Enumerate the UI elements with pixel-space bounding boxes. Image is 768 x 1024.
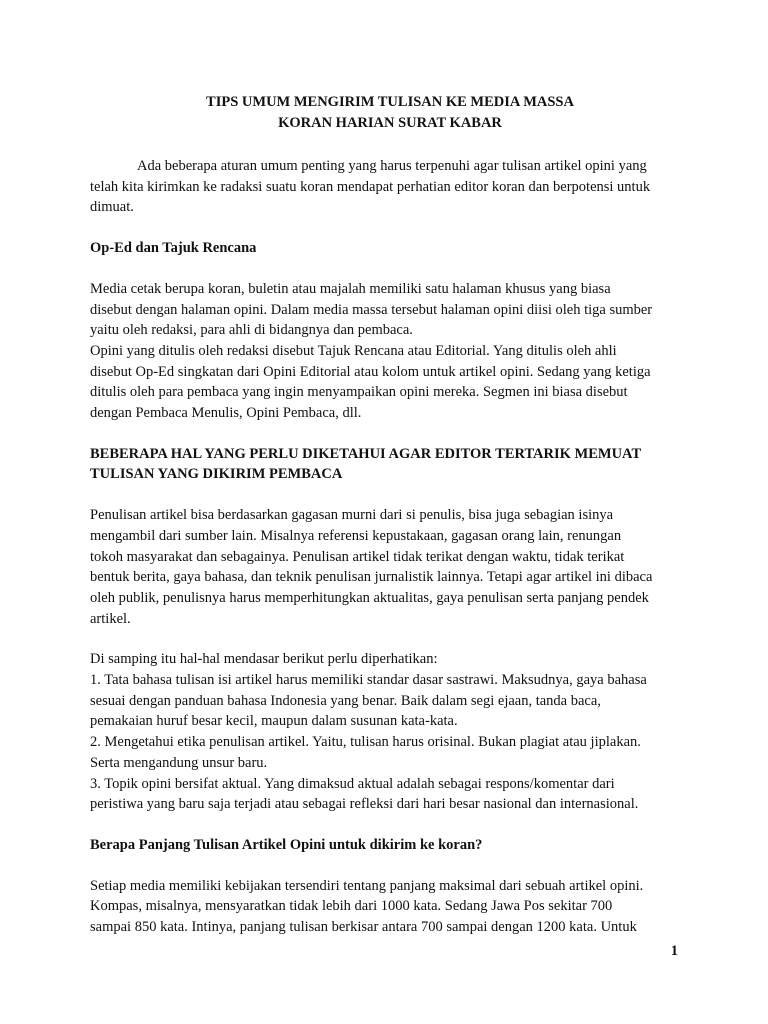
text-line: Serta mengandung unsur baru. bbox=[90, 754, 268, 771]
text-line: mengambil dari sumber lain. Misalnya referensi kepustakaan, gagasan orang lain, renungan bbox=[90, 527, 622, 544]
heading-line: Berapa Panjang Tulisan Artikel Opini untuk dikirim ke koran? bbox=[90, 836, 483, 853]
text-line: oleh publik, penulisnya harus memperhitungkan aktualitas, gaya penulisan serta panjang pendek bbox=[90, 589, 649, 606]
list-item: 3. Topik opini bersifat aktual. Yang dimaksud aktual adalah sebagai respons/komentar dari bbox=[90, 775, 615, 792]
intro-paragraph bbox=[90, 156, 690, 218]
section-article-length-paragraph bbox=[90, 876, 690, 938]
text-line: tokoh masyarakat dan sebagainya. Penulisan artikel tidak terikat dengan waktu, tidak terikat bbox=[90, 548, 625, 565]
text-line: Media cetak berupa koran, buletin atau majalah memiliki satu halaman khusus yang biasa bbox=[90, 280, 611, 297]
text-line: Opini yang ditulis oleh redaksi disebut Tajuk Rencana atau Editorial. Yang ditulis oleh ahli bbox=[90, 342, 617, 359]
intro-line-1: Ada beberapa aturan umum penting yang harus terpenuhi agar tulisan artikel opini yang bbox=[137, 158, 647, 174]
text-line: sampai 850 kata. Intinya, panjang tulisan berkisar antara 700 sampai dengan 1200 kata. Untuk bbox=[90, 919, 637, 936]
list-item: 2. Mengetahui etika penulisan artikel. Yaitu, tulisan harus orisinal. Bukan plagiat atau jiplakan. bbox=[90, 734, 641, 751]
text-line: Kompas, misalnya, mensyaratkan tidak lebih dari 1000 kata. Sedang Jawa Pos sekitar 700 bbox=[90, 898, 613, 915]
text-line: disebut dengan halaman opini. Dalam media massa tersebut halaman opini diisi oleh tiga sumber bbox=[90, 301, 653, 318]
text-line: bentuk berita, gaya bahasa, dan teknik penulisan jurnalistik lainnya. Tetapi agar artikel ini dibaca bbox=[90, 569, 653, 586]
text-line: yaitu oleh redaksi, para ahli di bidangnya dan pembaca. bbox=[90, 322, 413, 339]
text-line: ditulis oleh para pembaca yang ingin menyampaikan opini mereka. Segmen ini biasa disebut bbox=[90, 384, 628, 401]
text-line: dengan Pembaca Menulis, Opini Pembaca, dll. bbox=[90, 405, 362, 422]
document-body bbox=[90, 92, 690, 938]
text-line: sesuai dengan panduan bahasa Indonesia yang benar. Baik dalam segi ejaan, tanda baca, bbox=[90, 692, 601, 709]
section-heading-op-ed bbox=[90, 238, 690, 259]
heading-line: BEBERAPA HAL YANG PERLU DIKETAHUI AGAR EDITOR TERTARIK MEMUAT bbox=[90, 445, 642, 462]
section-editor-tips-paragraph-2 bbox=[90, 649, 690, 815]
section-op-ed-paragraph bbox=[90, 279, 690, 424]
text-line: peristiwa yang baru saja terjadi atau sebagai refleksi dari hari besar nasional dan internasional. bbox=[90, 796, 639, 813]
text-line: artikel. bbox=[90, 610, 131, 627]
title-line-1: TIPS UMUM MENGIRIM TULISAN KE MEDIA MASSA bbox=[206, 94, 574, 110]
list-item: 1. Tata bahasa tulisan isi artikel harus memiliki standar dasar sastrawi. Maksudnya, gaya bahasa bbox=[90, 672, 647, 689]
text-line: disebut Op-Ed singkatan dari Opini Editorial atau kolom untuk artikel opini. Sedang yang ketiga bbox=[90, 363, 651, 380]
intro-line-2: telah kita kirimkan ke radaksi suatu koran mendapat perhatian editor koran dan berpotensi untuk bbox=[90, 178, 651, 195]
text-line: Setiap media memiliki kebijakan tersendiri tentang panjang maksimal dari sebuah artikel opini. bbox=[90, 877, 644, 894]
text-line: pemakaian huruf besar kecil, maupun dalam susunan kata-kata. bbox=[90, 713, 458, 730]
page-number: 1 bbox=[670, 943, 678, 959]
section-heading-article-length bbox=[90, 835, 690, 856]
intro-line-3: dimuat. bbox=[90, 199, 134, 216]
title-line-2: KORAN HARIAN SURAT KABAR bbox=[278, 115, 502, 131]
section-editor-tips-paragraph-1 bbox=[90, 505, 690, 629]
text-line: Penulisan artikel bisa berdasarkan gagasan murni dari si penulis, bisa juga sebagian isinya bbox=[90, 507, 614, 524]
document-title bbox=[90, 92, 690, 134]
heading-line: Op-Ed dan Tajuk Rencana bbox=[90, 240, 257, 257]
text-line: Di samping itu hal-hal mendasar berikut perlu diperhatikan: bbox=[90, 651, 438, 668]
section-heading-editor-tips bbox=[90, 444, 690, 485]
heading-line: TULISAN YANG DIKIRIM PEMBACA bbox=[90, 466, 343, 483]
